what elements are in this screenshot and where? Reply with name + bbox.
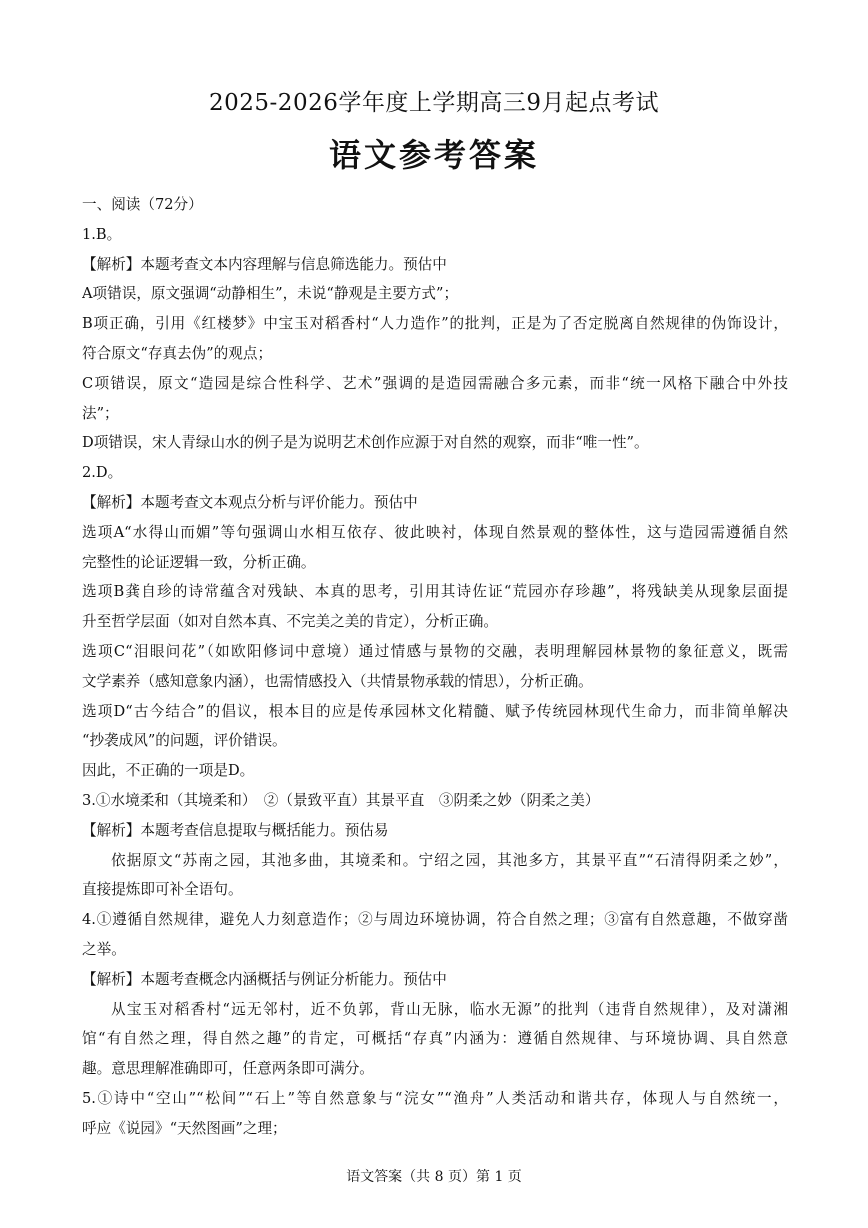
analysis-line: 选项B龚自珍的诗常蕴含对残缺、本真的思考，引用其诗佐证“荒园亦存珍趣”，将残缺美从现象层面提: [82, 583, 788, 601]
analysis-line: 选项D“古今结合”的倡议，根本目的应是传承园林文化精髓、赋予传统园林现代生命力，而非简单解决: [82, 702, 788, 720]
page-footer: 语文答案（共 8 页）第 1 页: [346, 1169, 522, 1185]
analysis-line: 【解析】本题考查概念内涵概括与例证分析能力。预估中: [82, 970, 447, 988]
analysis-line: 选项C“泪眼问花”（如欧阳修词中意境）通过情感与景物的交融，表明理解园林景物的象征意义，既需: [82, 642, 788, 660]
answer-line: 4.①遵循自然规律，避免人力刻意造作；②与周边环境协调，符合自然之理；③富有自然意趣，不做穿凿: [82, 911, 788, 929]
analysis-line: 升至哲学层面（如对自然本真、不完美之美的肯定），分析正确。: [82, 613, 498, 631]
analysis-line: 馆“有自然之理，得自然之趣”的肯定，可概括“存真”内涵为：遵循自然规律、与环境协调、具自然意: [82, 1030, 788, 1048]
analysis-line: 完整性的论证逻辑一致，分析正确。: [82, 553, 316, 571]
analysis-line: D项错误，宋人青绿山水的例子是为说明艺术创作应源于对自然的观察，而非“唯一性”。: [82, 434, 649, 452]
analysis-line: B项正确，引用《红楼梦》中宝玉对稻香村“人力造作”的批判，正是为了否定脱离自然规律的伪饰设计，: [82, 315, 788, 333]
analysis-line: 选项A“水得山而媚”等句强调山水相互依存、彼此映衬，体现自然景观的整体性，这与造园需遵循自然: [82, 523, 788, 541]
analysis-line: 因此，不正确的一项是D。: [82, 762, 255, 780]
analysis-line: C项错误，原文“造园是综合性科学、艺术”强调的是造园需融合多元素，而非“统一风格下融合中外技: [82, 374, 788, 392]
answer-line: 之举。: [82, 940, 126, 958]
analysis-line: 从宝玉对稻香村“远无邻村，近不负郭，背山无脉，临水无源”的批判（违背自然规律），及对潇湘: [111, 1000, 788, 1018]
answer-body: [82, 190, 788, 1144]
analysis-line: “抄袭成风”的问题，评价错误。: [82, 732, 287, 750]
analysis-line: 【解析】本题考查文本内容理解与信息筛选能力。预估中: [82, 255, 447, 273]
answer-line: 5.①诗中“空山”“松间”“石上”等自然意象与“浣女”“渔舟”人类活动和谐共存，体现人与自然统一，: [82, 1089, 788, 1107]
analysis-line: 趣。意思理解准确即可，任意两条即可满分。: [82, 1060, 374, 1078]
analysis-line: 【解析】本题考查文本观点分析与评价能力。预估中: [82, 493, 418, 511]
analysis-line: 【解析】本题考查信息提取与概括能力。预估易: [82, 821, 389, 839]
analysis-line: 文学素养（感知意象内涵），也需情感投入（共情景物承载的情思），分析正确。: [82, 672, 593, 690]
answer-line: 3.①水境柔和（其境柔和） ②（景致平直）其景平直 ③阴柔之妙（阴柔之美）: [82, 791, 600, 809]
answer-line: 2.D。: [82, 464, 123, 482]
exam-title: 2025-2026学年度上学期高三9月起点考试: [209, 90, 659, 116]
document-title: 语文参考答案: [328, 136, 539, 174]
answer-line: 1.B。: [82, 225, 122, 243]
analysis-line: A项错误，原文强调“动静相生”，未说“静观是主要方式”；: [82, 285, 459, 303]
analysis-line: 符合原文“存真去伪”的观点；: [82, 344, 273, 362]
analysis-line: 依据原文“苏南之园，其池多曲，其境柔和。宁绍之园，其池多方，其景平直”“石清得阴柔之妙”，: [111, 851, 788, 869]
analysis-line: 法”；: [82, 404, 119, 422]
analysis-line: 直接提炼即可补全语句。: [82, 881, 243, 899]
section-heading: 一、阅读（72分）: [82, 196, 203, 213]
answer-line: 呼应《说园》“天然图画”之理；: [82, 1119, 287, 1137]
